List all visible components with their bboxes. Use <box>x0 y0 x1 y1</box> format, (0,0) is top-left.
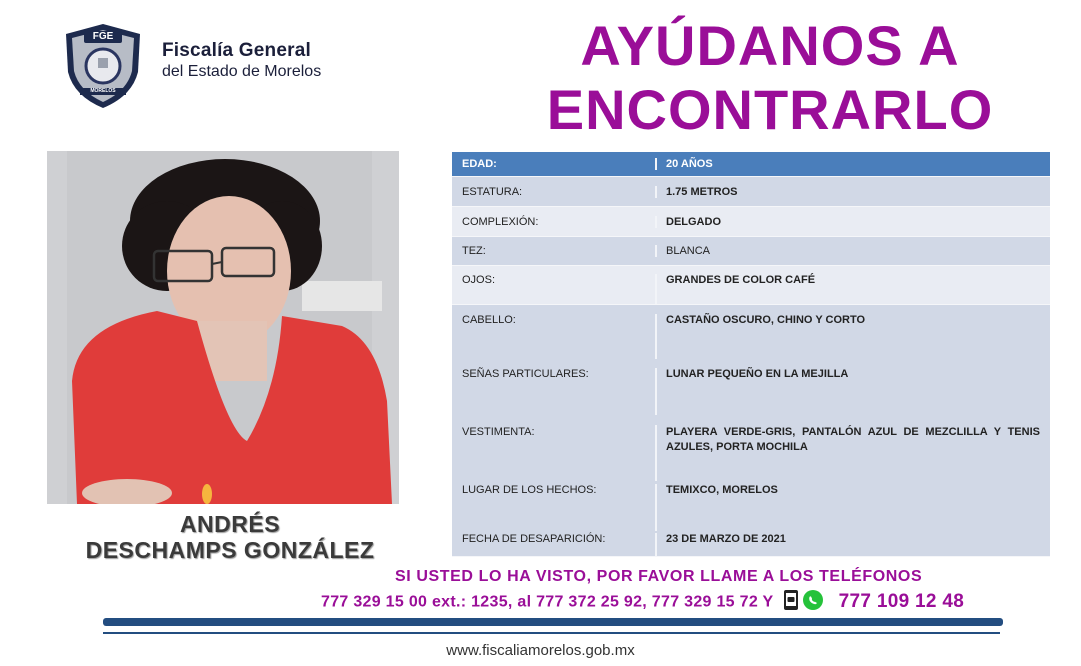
footer-bar-thin <box>103 632 1000 634</box>
logo-bottom-text: MORELOS <box>90 88 116 94</box>
fge-logo <box>62 22 144 110</box>
table-row-lugar <box>452 481 1050 531</box>
row-value: TEMIXCO, MORELOS <box>666 484 778 496</box>
footer-bar-thick <box>103 618 1003 626</box>
row-label: VESTIMENTA: <box>452 425 657 481</box>
table-row-senas <box>452 359 1050 415</box>
row-value: BLANCA <box>666 245 711 257</box>
table-row-vestimenta <box>452 415 1050 481</box>
last-names: DESCHAMPS GONZÁLEZ <box>85 537 375 563</box>
org-subtitle: del Estado de Morelos <box>162 63 322 80</box>
website-link[interactable]: www.fiscaliamorelos.gob.mx <box>446 642 635 659</box>
table-row-ojos <box>452 266 1050 305</box>
row-value: 20 AÑOS <box>666 158 713 170</box>
missing-person-name <box>40 511 420 563</box>
row-value: DELGADO <box>666 215 721 228</box>
row-value: LUNAR PEQUEÑO EN LA MEJILLA <box>666 368 849 380</box>
row-label: EDAD: <box>452 158 657 170</box>
row-label: ESTATURA: <box>452 186 657 198</box>
table-row-edad <box>452 152 1050 177</box>
contact-phones <box>321 589 964 616</box>
org-name: Fiscalía General <box>162 40 311 61</box>
details-table <box>452 152 1050 557</box>
contact-prompt: SI USTED LO HA VISTO, POR FAVOR LLAME A LOS TELÉFONOS <box>395 568 923 585</box>
row-value: 1.75 METROS <box>666 185 738 198</box>
row-value: CASTAÑO OSCURO, CHINO Y CORTO <box>666 314 866 326</box>
table-row-tez <box>452 237 1050 266</box>
whatsapp-number: 777 109 12 48 <box>838 590 965 612</box>
org-name-block <box>162 40 321 81</box>
row-value: GRANDES DE COLOR CAFÉ <box>666 274 816 286</box>
phone-message-icon <box>784 590 798 610</box>
row-label: TEZ: <box>452 245 657 257</box>
row-label: OJOS: <box>452 274 657 304</box>
row-label: CABELLO: <box>452 314 657 359</box>
table-row-estatura <box>452 177 1050 207</box>
missing-person-photo <box>47 151 399 504</box>
headline <box>500 14 1040 142</box>
whatsapp-icon <box>803 590 823 610</box>
phone-numbers: 777 329 15 00 ext.: 1235, al 777 372 25 92, 777 329 15 72 Y <box>321 593 774 611</box>
row-value: 23 DE MARZO DE 2021 <box>666 533 786 545</box>
row-label: FECHA DE DESAPARICIÓN: <box>452 533 657 556</box>
table-row-cabello <box>452 305 1050 359</box>
table-row-fecha <box>452 531 1050 557</box>
headline-line1: AYÚDANOS A <box>580 14 960 77</box>
row-value: PLAYERA VERDE-GRIS, PANTALÓN AZUL DE MEZCLILLA Y TENIS AZULES, PORTA MOCHILA <box>666 426 1040 453</box>
row-label: COMPLEXIÓN: <box>452 216 657 228</box>
table-row-complexion <box>452 207 1050 237</box>
first-name: ANDRÉS <box>179 511 281 537</box>
headline-line2: ENCONTRARLO <box>546 78 994 141</box>
row-label: SEÑAS PARTICULARES: <box>452 368 657 415</box>
row-label: LUGAR DE LOS HECHOS: <box>452 484 657 531</box>
logo-badge-text: FGE <box>92 31 114 42</box>
